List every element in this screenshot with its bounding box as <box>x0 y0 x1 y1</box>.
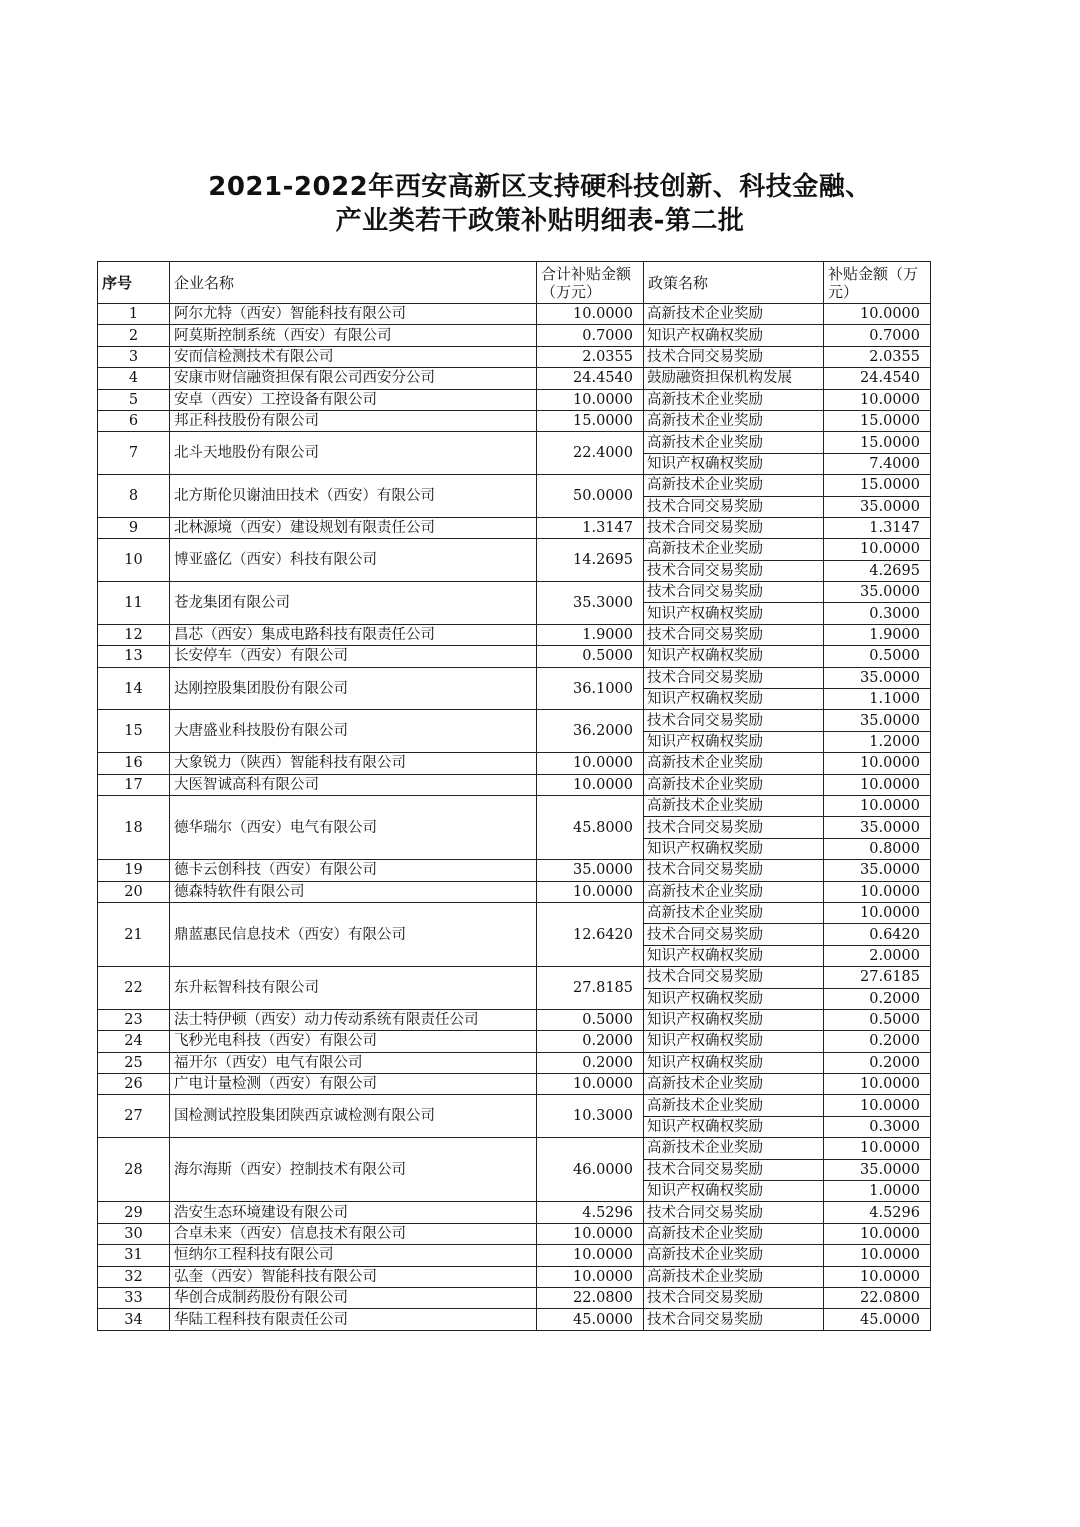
cell-seq: 1 <box>98 304 170 325</box>
cell-total: 35.3000 <box>537 582 644 625</box>
cell-total: 22.0800 <box>537 1287 644 1308</box>
cell-seq: 34 <box>98 1309 170 1330</box>
table-row <box>98 1202 931 1223</box>
cell-policy: 知识产权确权奖励 <box>644 1009 824 1030</box>
cell-policy: 高新技术企业奖励 <box>644 410 824 431</box>
cell-amount: 1.0000 <box>824 1181 931 1202</box>
cell-company: 苍龙集团有限公司 <box>170 582 537 625</box>
cell-amount: 10.0000 <box>824 539 931 560</box>
cell-policy: 鼓励融资担保机构发展 <box>644 368 824 389</box>
cell-total: 45.8000 <box>537 795 644 859</box>
cell-total: 15.0000 <box>537 410 644 431</box>
cell-seq: 6 <box>98 410 170 431</box>
table-row <box>98 1287 931 1308</box>
cell-total: 10.0000 <box>537 389 644 410</box>
cell-policy: 知识产权确权奖励 <box>644 603 824 624</box>
table-row <box>98 410 931 431</box>
cell-amount: 10.0000 <box>824 1095 931 1116</box>
cell-amount: 35.0000 <box>824 860 931 881</box>
cell-total: 46.0000 <box>537 1138 644 1202</box>
table-row <box>98 389 931 410</box>
cell-seq: 8 <box>98 475 170 518</box>
cell-policy: 技术合同交易奖励 <box>644 517 824 538</box>
table-row <box>98 667 931 688</box>
cell-company: 邦正科技股份有限公司 <box>170 410 537 431</box>
cell-total: 24.4540 <box>537 368 644 389</box>
cell-policy: 知识产权确权奖励 <box>644 325 824 346</box>
cell-policy: 知识产权确权奖励 <box>644 945 824 966</box>
table-row <box>98 325 931 346</box>
cell-amount: 0.3000 <box>824 1116 931 1137</box>
cell-seq: 14 <box>98 667 170 710</box>
cell-policy: 技术合同交易奖励 <box>644 560 824 581</box>
cell-amount: 10.0000 <box>824 774 931 795</box>
cell-seq: 31 <box>98 1245 170 1266</box>
cell-amount: 24.4540 <box>824 368 931 389</box>
cell-total: 45.0000 <box>537 1309 644 1330</box>
cell-amount: 15.0000 <box>824 475 931 496</box>
cell-amount: 22.0800 <box>824 1287 931 1308</box>
cell-seq: 22 <box>98 967 170 1010</box>
cell-total: 50.0000 <box>537 475 644 518</box>
cell-total: 10.0000 <box>537 774 644 795</box>
table-row <box>98 1266 931 1287</box>
cell-company: 华陆工程科技有限责任公司 <box>170 1309 537 1330</box>
header-seq: 序号 <box>98 262 170 304</box>
cell-policy: 高新技术企业奖励 <box>644 432 824 453</box>
cell-company: 昌芯（西安）集成电路科技有限责任公司 <box>170 624 537 645</box>
cell-policy: 技术合同交易奖励 <box>644 924 824 945</box>
cell-amount: 35.0000 <box>824 496 931 517</box>
table-row <box>98 881 931 902</box>
table-row <box>98 1009 931 1030</box>
cell-company: 海尔海斯（西安）控制技术有限公司 <box>170 1138 537 1202</box>
cell-amount: 0.2000 <box>824 1052 931 1073</box>
cell-amount: 15.0000 <box>824 432 931 453</box>
cell-policy: 技术合同交易奖励 <box>644 817 824 838</box>
table-row <box>98 539 931 560</box>
cell-total: 10.0000 <box>537 304 644 325</box>
cell-amount: 27.6185 <box>824 967 931 988</box>
table-row <box>98 646 931 667</box>
cell-amount: 0.2000 <box>824 988 931 1009</box>
cell-amount: 10.0000 <box>824 304 931 325</box>
cell-policy: 知识产权确权奖励 <box>644 1116 824 1137</box>
cell-amount: 1.3147 <box>824 517 931 538</box>
cell-total: 0.5000 <box>537 646 644 667</box>
cell-seq: 28 <box>98 1138 170 1202</box>
cell-total: 4.5296 <box>537 1202 644 1223</box>
cell-policy: 技术合同交易奖励 <box>644 667 824 688</box>
cell-total: 27.8185 <box>537 967 644 1010</box>
cell-company: 国检测试控股集团陕西京诚检测有限公司 <box>170 1095 537 1138</box>
cell-seq: 13 <box>98 646 170 667</box>
cell-amount: 35.0000 <box>824 710 931 731</box>
table-row <box>98 582 931 603</box>
table-row <box>98 432 931 453</box>
cell-seq: 3 <box>98 346 170 367</box>
table-row <box>98 710 931 731</box>
cell-amount: 10.0000 <box>824 902 931 923</box>
cell-policy: 技术合同交易奖励 <box>644 624 824 645</box>
cell-amount: 0.7000 <box>824 325 931 346</box>
cell-policy: 高新技术企业奖励 <box>644 795 824 816</box>
cell-amount: 0.5000 <box>824 646 931 667</box>
cell-policy: 高新技术企业奖励 <box>644 1138 824 1159</box>
cell-policy: 高新技术企业奖励 <box>644 304 824 325</box>
cell-policy: 知识产权确权奖励 <box>644 646 824 667</box>
cell-policy: 高新技术企业奖励 <box>644 475 824 496</box>
cell-company: 鼎蓝惠民信息技术（西安）有限公司 <box>170 902 537 966</box>
cell-company: 东升耘智科技有限公司 <box>170 967 537 1010</box>
cell-policy: 知识产权确权奖励 <box>644 988 824 1009</box>
cell-policy: 技术合同交易奖励 <box>644 710 824 731</box>
cell-company: 恒纳尔工程科技有限公司 <box>170 1245 537 1266</box>
cell-total: 10.0000 <box>537 1266 644 1287</box>
cell-amount: 10.0000 <box>824 1223 931 1244</box>
cell-total: 36.2000 <box>537 710 644 753</box>
cell-company: 大医智诚高科有限公司 <box>170 774 537 795</box>
header-company: 企业名称 <box>170 262 537 304</box>
cell-total: 22.4000 <box>537 432 644 475</box>
cell-amount: 10.0000 <box>824 389 931 410</box>
cell-total: 10.0000 <box>537 881 644 902</box>
cell-total: 0.2000 <box>537 1031 644 1052</box>
table-row <box>98 1138 931 1159</box>
cell-policy: 技术合同交易奖励 <box>644 582 824 603</box>
cell-total: 1.9000 <box>537 624 644 645</box>
cell-amount: 0.8000 <box>824 838 931 859</box>
cell-company: 浩安生态环境建设有限公司 <box>170 1202 537 1223</box>
cell-amount: 45.0000 <box>824 1309 931 1330</box>
cell-policy: 技术合同交易奖励 <box>644 346 824 367</box>
header-amount: 补贴金额（万元） <box>824 262 931 304</box>
cell-total: 10.0000 <box>537 1223 644 1244</box>
table-row <box>98 346 931 367</box>
cell-amount: 10.0000 <box>824 1266 931 1287</box>
cell-policy: 技术合同交易奖励 <box>644 1202 824 1223</box>
table-row <box>98 753 931 774</box>
cell-seq: 2 <box>98 325 170 346</box>
cell-policy: 高新技术企业奖励 <box>644 539 824 560</box>
cell-amount: 15.0000 <box>824 410 931 431</box>
cell-company: 阿尔尤特（西安）智能科技有限公司 <box>170 304 537 325</box>
cell-amount: 1.1000 <box>824 689 931 710</box>
cell-total: 0.5000 <box>537 1009 644 1030</box>
table-row <box>98 902 931 923</box>
cell-total: 14.2695 <box>537 539 644 582</box>
cell-total: 10.0000 <box>537 1074 644 1095</box>
table-row <box>98 1031 931 1052</box>
cell-amount: 7.4000 <box>824 453 931 474</box>
cell-policy: 高新技术企业奖励 <box>644 753 824 774</box>
cell-company: 德森特软件有限公司 <box>170 881 537 902</box>
cell-amount: 0.5000 <box>824 1009 931 1030</box>
cell-policy: 知识产权确权奖励 <box>644 838 824 859</box>
table-row <box>98 1245 931 1266</box>
cell-seq: 20 <box>98 881 170 902</box>
cell-policy: 高新技术企业奖励 <box>644 389 824 410</box>
table-row <box>98 1095 931 1116</box>
cell-seq: 33 <box>98 1287 170 1308</box>
table-body <box>98 304 931 1331</box>
cell-company: 博亚盛亿（西安）科技有限公司 <box>170 539 537 582</box>
cell-total: 2.0355 <box>537 346 644 367</box>
cell-amount: 1.9000 <box>824 624 931 645</box>
cell-policy: 高新技术企业奖励 <box>644 774 824 795</box>
cell-policy: 知识产权确权奖励 <box>644 1052 824 1073</box>
cell-company: 德华瑞尔（西安）电气有限公司 <box>170 795 537 859</box>
cell-amount: 2.0000 <box>824 945 931 966</box>
table-row <box>98 1074 931 1095</box>
cell-amount: 4.2695 <box>824 560 931 581</box>
table-row <box>98 1309 931 1330</box>
cell-amount: 35.0000 <box>824 1159 931 1180</box>
cell-amount: 0.6420 <box>824 924 931 945</box>
cell-policy: 高新技术企业奖励 <box>644 1074 824 1095</box>
cell-policy: 知识产权确权奖励 <box>644 731 824 752</box>
cell-seq: 11 <box>98 582 170 625</box>
cell-amount: 2.0355 <box>824 346 931 367</box>
cell-total: 10.0000 <box>537 1245 644 1266</box>
cell-company: 长安停车（西安）有限公司 <box>170 646 537 667</box>
cell-policy: 知识产权确权奖励 <box>644 453 824 474</box>
cell-policy: 高新技术企业奖励 <box>644 1266 824 1287</box>
cell-seq: 16 <box>98 753 170 774</box>
cell-total: 12.6420 <box>537 902 644 966</box>
cell-policy: 技术合同交易奖励 <box>644 496 824 517</box>
cell-policy: 高新技术企业奖励 <box>644 1245 824 1266</box>
table-row <box>98 1223 931 1244</box>
page-title-line-2: 产业类若干政策补贴明细表-第二批 <box>335 206 745 236</box>
table-row <box>98 774 931 795</box>
table-row <box>98 624 931 645</box>
cell-total: 10.0000 <box>537 753 644 774</box>
cell-seq: 12 <box>98 624 170 645</box>
cell-company: 法士特伊顿（西安）动力传动系统有限责任公司 <box>170 1009 537 1030</box>
cell-amount: 10.0000 <box>824 795 931 816</box>
table-header-row <box>98 262 931 304</box>
table-row <box>98 368 931 389</box>
cell-company: 弘奎（西安）智能科技有限公司 <box>170 1266 537 1287</box>
header-total: 合计补贴金额（万元） <box>537 262 644 304</box>
cell-seq: 24 <box>98 1031 170 1052</box>
cell-seq: 7 <box>98 432 170 475</box>
cell-policy: 技术合同交易奖励 <box>644 967 824 988</box>
cell-company: 北方斯伦贝谢油田技术（西安）有限公司 <box>170 475 537 518</box>
cell-company: 安卓（西安）工控设备有限公司 <box>170 389 537 410</box>
cell-seq: 26 <box>98 1074 170 1095</box>
cell-policy: 高新技术企业奖励 <box>644 881 824 902</box>
cell-policy: 技术合同交易奖励 <box>644 860 824 881</box>
cell-total: 0.2000 <box>537 1052 644 1073</box>
cell-policy: 高新技术企业奖励 <box>644 1223 824 1244</box>
cell-policy: 知识产权确权奖励 <box>644 1031 824 1052</box>
cell-total: 10.3000 <box>537 1095 644 1138</box>
cell-amount: 35.0000 <box>824 667 931 688</box>
page-title-line-1: 2021-2022年西安高新区支持硬科技创新、科技金融、 <box>208 172 872 202</box>
cell-total: 0.7000 <box>537 325 644 346</box>
cell-company: 北林源境（西安）建设规划有限责任公司 <box>170 517 537 538</box>
cell-amount: 0.2000 <box>824 1031 931 1052</box>
cell-company: 大唐盛业科技股份有限公司 <box>170 710 537 753</box>
cell-seq: 18 <box>98 795 170 859</box>
cell-amount: 35.0000 <box>824 817 931 838</box>
cell-company: 北斗天地股份有限公司 <box>170 432 537 475</box>
cell-amount: 10.0000 <box>824 881 931 902</box>
cell-seq: 25 <box>98 1052 170 1073</box>
cell-seq: 19 <box>98 860 170 881</box>
table-row <box>98 517 931 538</box>
table-row <box>98 860 931 881</box>
cell-seq: 30 <box>98 1223 170 1244</box>
cell-seq: 27 <box>98 1095 170 1138</box>
table-row <box>98 1052 931 1073</box>
cell-company: 阿莫斯控制系统（西安）有限公司 <box>170 325 537 346</box>
cell-seq: 32 <box>98 1266 170 1287</box>
cell-company: 广电计量检测（西安）有限公司 <box>170 1074 537 1095</box>
cell-company: 飞秒光电科技（西安）有限公司 <box>170 1031 537 1052</box>
cell-amount: 35.0000 <box>824 582 931 603</box>
cell-seq: 21 <box>98 902 170 966</box>
cell-amount: 10.0000 <box>824 1245 931 1266</box>
cell-amount: 4.5296 <box>824 1202 931 1223</box>
cell-policy: 知识产权确权奖励 <box>644 1181 824 1202</box>
cell-amount: 0.3000 <box>824 603 931 624</box>
cell-policy: 高新技术企业奖励 <box>644 902 824 923</box>
cell-company: 大象锐力（陕西）智能科技有限公司 <box>170 753 537 774</box>
header-policy: 政策名称 <box>644 262 824 304</box>
cell-policy: 技术合同交易奖励 <box>644 1159 824 1180</box>
cell-seq: 17 <box>98 774 170 795</box>
cell-company: 福开尔（西安）电气有限公司 <box>170 1052 537 1073</box>
cell-amount: 10.0000 <box>824 1138 931 1159</box>
cell-seq: 23 <box>98 1009 170 1030</box>
table-row <box>98 967 931 988</box>
cell-amount: 1.2000 <box>824 731 931 752</box>
cell-company: 合卓未来（西安）信息技术有限公司 <box>170 1223 537 1244</box>
cell-company: 安而信检测技术有限公司 <box>170 346 537 367</box>
cell-seq: 4 <box>98 368 170 389</box>
cell-seq: 29 <box>98 1202 170 1223</box>
cell-total: 36.1000 <box>537 667 644 710</box>
cell-seq: 10 <box>98 539 170 582</box>
cell-policy: 技术合同交易奖励 <box>644 1287 824 1308</box>
cell-seq: 15 <box>98 710 170 753</box>
cell-company: 华创合成制药股份有限公司 <box>170 1287 537 1308</box>
cell-amount: 10.0000 <box>824 1074 931 1095</box>
cell-company: 达刚控股集团股份有限公司 <box>170 667 537 710</box>
cell-seq: 9 <box>98 517 170 538</box>
cell-seq: 5 <box>98 389 170 410</box>
cell-total: 35.0000 <box>537 860 644 881</box>
table-row <box>98 795 931 816</box>
cell-amount: 10.0000 <box>824 753 931 774</box>
cell-company: 安康市财信融资担保有限公司西安分公司 <box>170 368 537 389</box>
cell-total: 1.3147 <box>537 517 644 538</box>
table-row <box>98 304 931 325</box>
table-row <box>98 475 931 496</box>
cell-policy: 高新技术企业奖励 <box>644 1095 824 1116</box>
cell-policy: 技术合同交易奖励 <box>644 1309 824 1330</box>
subsidy-table <box>97 261 931 1331</box>
cell-policy: 知识产权确权奖励 <box>644 689 824 710</box>
cell-company: 德卡云创科技（西安）有限公司 <box>170 860 537 881</box>
